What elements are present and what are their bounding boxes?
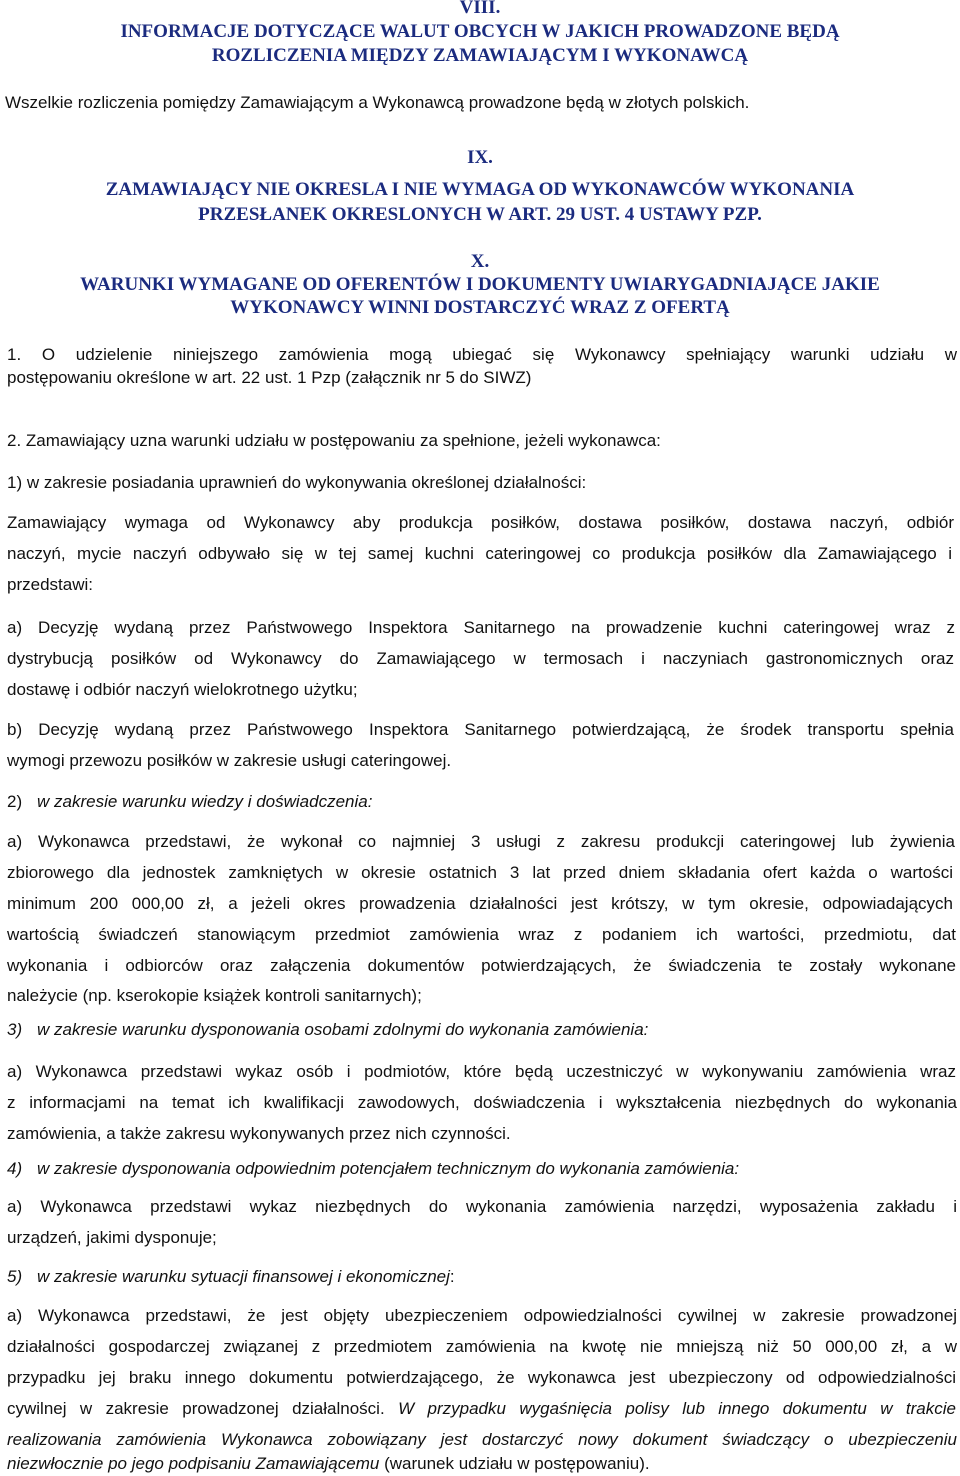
condition-2a-line6: należycie (np. kserokopie książek kontroli sanitarnych);: [7, 986, 422, 1005]
condition-2a-line4: wartością świadczeń stanowiącym przedmiot zamówienia wraz z podaniem ich wartości, przedmiotu, dat: [7, 925, 956, 944]
paragraph-1-line2: postępowaniu określone w art. 22 ust. 1 Pzp (załącznik nr 5 do SIWZ): [7, 368, 532, 387]
paragraph-1-line1: 1. O udzielenie niniejszego zamówienia mogą ubiegać się Wykonawcy spełniający warunki udziału w: [7, 345, 957, 364]
condition-5-colon: :: [449, 1267, 455, 1286]
condition-2a-line2: zbiorowego dla jednostek zamkniętych w okresie ostatnich 3 lat przed dniem składania ofert każda o wartości: [7, 863, 953, 882]
condition-5a-line6-normal: (warunek udziału w postępowaniu).: [384, 1454, 650, 1473]
condition-1-heading: 1) w zakresie posiadania uprawnień do wykonywania określonej działalności:: [7, 473, 587, 492]
condition-5a-line6-italic: niezwłocznie po jego podpisaniu Zamawiającemu: [7, 1454, 380, 1473]
condition-3a-line2: z informacjami na temat ich kwalifikacji zawodowych, doświadczenia i wykształcenia niezbędnych do wykonania: [7, 1093, 957, 1112]
section-heading-x-line1: WARUNKI WYMAGANE OD OFERENTÓW I DOKUMENTY UWIARYGADNIAJĄCE JAKIE: [80, 274, 880, 295]
condition-2a-line1: a) Wykonawca przedstawi, że wykonał co najmniej 3 usługi z zakresu produkcji cateringowej lub żywienia: [7, 832, 955, 851]
condition-3a-line1: a) Wykonawca przedstawi wykaz osób i podmiotów, które będą uczestniczyć w wykonywaniu zamówienia wraz: [7, 1062, 956, 1081]
condition-5-number: 5): [7, 1267, 23, 1286]
condition-1b-line2: wymogi przewozu posiłków w zakresie usługi cateringowej.: [7, 751, 452, 770]
condition-3-title: w zakresie warunku dysponowania osobami zdolnymi do wykonania zamówienia:: [37, 1020, 649, 1039]
condition-5a-line2: działalności gospodarczej związanej z przedmiotem zamówienia na kwotę nie mniejszą niż 50 000,00 zł, a w: [7, 1337, 957, 1356]
condition-5a-line4: [7, 1398, 956, 1420]
condition-4-title: w zakresie dysponowania odpowiednim potencjałem technicznym do wykonania zamówienia:: [37, 1159, 740, 1178]
condition-1a-line3: dostawę i odbiór naczyń wielokrotnego użytku;: [7, 680, 358, 699]
section-number-x: X.: [470, 251, 490, 272]
condition-2-title: w zakresie warunku wiedzy i doświadczenia:: [37, 792, 373, 811]
condition-3-number: 3): [7, 1020, 23, 1039]
condition-4-number: 4): [7, 1159, 23, 1178]
condition-1b-line1: b) Decyzję wydaną przez Państwowego Inspektora Sanitarnego potwierdzającą, że środek transportu spełnia: [7, 720, 954, 739]
condition-5-title: w zakresie warunku sytuacji finansowej i ekonomicznej: [37, 1267, 450, 1286]
section-heading-x-line2: WYKONAWCY WINNI DOSTARCZYĆ WRAZ Z OFERTĄ: [230, 297, 730, 318]
condition-1a-line2: dystrybucją posiłków od Wykonawcy do Zamawiającego w termosach i naczyniach gastronomicznych oraz: [7, 649, 954, 668]
condition-5-title-wrap: [37, 1266, 455, 1288]
condition-2a-line5: wykonania i odbiorców oraz załączenia dokumentów potwierdzających, że świadczenia te zostały wykonane: [7, 956, 956, 975]
condition-5a-line4-italic: W przypadku wygaśnięcia polisy lub innego dokumentu w trakcie: [398, 1399, 956, 1418]
condition-2a-line3: minimum 200 000,00 zł, a jeżeli okres prowadzenia działalności jest krótszy, w tym okresie, odpowiadających: [7, 894, 953, 913]
condition-5a-line3: przypadku jej braku innego dokumentu potwierdzającego, że wykonawca jest ubezpieczony od odpowiedzialności: [7, 1368, 956, 1387]
section-number-ix: IX.: [467, 147, 493, 168]
condition-1-body-line1: Zamawiający wymaga od Wykonawcy aby produkcja posiłków, dostawa posiłków, dostawa naczyń, odbiór: [7, 513, 954, 532]
section-heading-viii-line1: INFORMACJE DOTYCZĄCE WALUT OBCYCH W JAKICH PROWADZONE BĘDĄ: [120, 21, 840, 42]
condition-4a-line1: a) Wykonawca przedstawi wykaz niezbędnych do wykonania zamówienia narzędzi, wyposażenia zakładu i: [7, 1197, 957, 1216]
paragraph-rozliczenia: Wszelkie rozliczenia pomiędzy Zamawiającym a Wykonawcą prowadzone będą w złotych polskich.: [5, 93, 750, 112]
condition-2-number: 2): [7, 792, 23, 811]
condition-5a-line5: realizowania zamówienia Wykonawca zobowiązany jest dostarczyć nowy dokument świadczący o ubezpieczeniu: [7, 1430, 957, 1449]
condition-5a-line6: [7, 1453, 650, 1475]
section-heading-viii-line2: ROZLICZENIA MIĘDZY ZAMAWIAJĄCYM I WYKONAWCĄ: [211, 45, 749, 66]
condition-3a-line3: zamówienia, a także zakresu wykonywanych przez nich czynności.: [7, 1124, 511, 1143]
section-number-viii: VIII.: [459, 0, 501, 18]
section-heading-ix-line2: PRZESŁANEK OKRESLONYCH W ART. 29 UST. 4 USTAWY PZP.: [198, 204, 762, 225]
condition-5a-line4-normal: cywilnej w zakresie prowadzonej działalności.: [7, 1399, 385, 1418]
paragraph-2: 2. Zamawiający uzna warunki udziału w postępowaniu za spełnione, jeżeli wykonawca:: [7, 431, 661, 450]
condition-1a-line1: a) Decyzję wydaną przez Państwowego Inspektora Sanitarnego na prowadzenie kuchni cateringowej wraz z: [7, 618, 955, 637]
condition-1-body-line3: przedstawi:: [7, 575, 93, 594]
condition-1-body-line2: naczyń, mycie naczyń odbywało się w tej samej kuchni cateringowej co produkcja posiłków dla Zamawiającego i: [7, 544, 952, 563]
condition-5a-line1: a) Wykonawca przedstawi, że jest objęty ubezpieczeniem odpowiedzialności cywilnej w zakresie prowadzonej: [7, 1306, 957, 1325]
condition-4a-line2: urządzeń, jakimi dysponuje;: [7, 1228, 217, 1247]
section-heading-ix-line1: ZAMAWIAJĄCY NIE OKRESLA I NIE WYMAGA OD WYKONAWCÓW WYKONANIA: [105, 179, 855, 200]
